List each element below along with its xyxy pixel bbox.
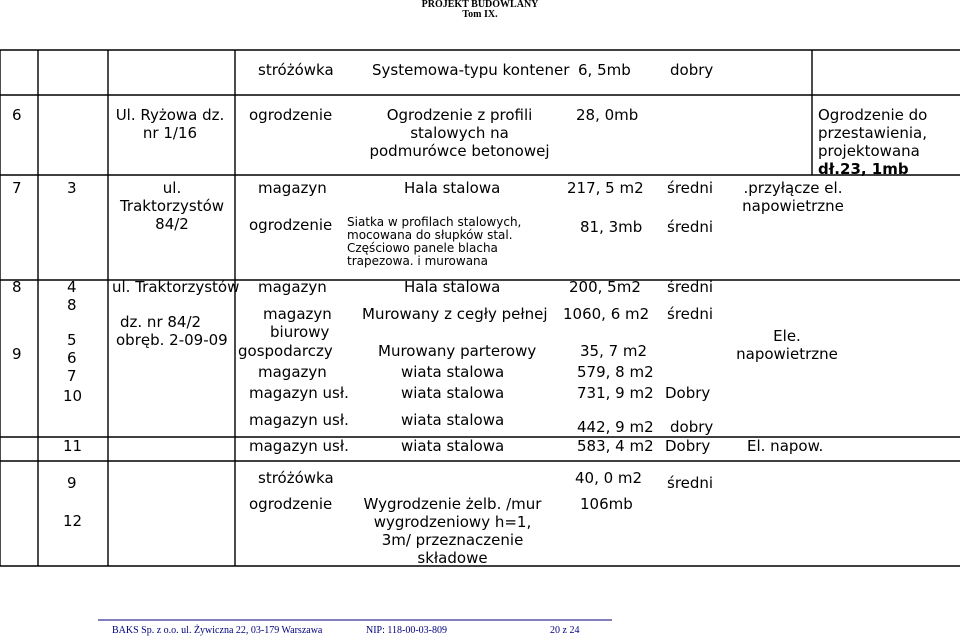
cell-lp: 9 [12, 345, 22, 363]
cell-stan: średni [667, 305, 714, 323]
cell-adres: ul. Traktorzystów 84/2 [119, 179, 225, 233]
cell-wymiar: 583, 4 m2 [577, 437, 654, 455]
cell-stan: Dobry [665, 384, 711, 402]
cell-opis: wiata stalowa [401, 437, 505, 455]
cell-wymiar: 81, 3mb [580, 218, 643, 236]
uwagi-text: Ogrodzenie do przestawienia, projektowana [818, 106, 928, 160]
header-project-title: PROJEKT BUDOWLANY [421, 0, 539, 10]
cell-stan: Dobry [665, 437, 711, 455]
cell-wymiar: 200, 5m2 [569, 278, 641, 296]
cell-wymiar: 217, 5 m2 [567, 179, 644, 197]
cell-opis: Murowany parterowy [378, 342, 537, 360]
cell-rodzaj: magazyn usł. [249, 384, 349, 402]
cell-wymiar: 1060, 6 m2 [563, 305, 650, 323]
cell-wymiar: 442, 9 m2 [577, 418, 654, 436]
cell-uwagi [818, 106, 958, 178]
cell-media: Ele. napowietrzne [736, 327, 838, 363]
cell-stan: dobry [670, 418, 714, 436]
cell-nr: 3 [67, 179, 77, 197]
cell-nr: 6 [67, 349, 77, 367]
uwagi-length: dł.23, 1mb [818, 160, 909, 178]
cell-media: El. napow. [747, 437, 824, 455]
cell-opis: Siatka w profilach stalowych, mocowana do słupków stal. Częściowo panele blacha trapezowa. i murowana [347, 215, 522, 268]
cell-lp: 6 [12, 106, 22, 124]
cell-wymiar: 731, 9 m2 [577, 384, 654, 402]
cell-adres: obręb. 2-09-09 [116, 331, 228, 349]
cell-lp: 11 [63, 437, 83, 455]
cell-rodzaj: ogrodzenie [249, 495, 333, 513]
cell-stan: średni [667, 218, 714, 236]
cell-rodzaj: magazyn [258, 278, 327, 296]
cell-rodzaj: magazyn usł. [249, 411, 349, 429]
footer-nip: NIP: 118-00-03-809 [366, 625, 448, 636]
cell-wymiar: 106mb [580, 495, 633, 513]
cell-rodzaj: magazyn usł. [249, 437, 349, 455]
cell-nr: 5 [67, 331, 77, 349]
cell-rodzaj: ogrodzenie [249, 216, 333, 234]
cell-opis: Hala stalowa [404, 179, 501, 197]
cell-opis: wiata stalowa [401, 384, 505, 402]
cell-rodzaj: magazyn [263, 305, 332, 323]
cell-rodzaj: magazyn [258, 179, 327, 197]
footer-page-number: 20 z 24 [550, 625, 580, 636]
cell-nr: 8 [67, 296, 77, 314]
cell-adres: Ul. Ryżowa dz. nr 1/16 [115, 106, 225, 142]
cell-opis: Hala stalowa [404, 278, 501, 296]
cell-wymiar: 40, 0 m2 [575, 469, 643, 487]
cell-opis: Systemowa-typu kontener [372, 61, 570, 79]
cell-rodzaj: stróżówka [258, 469, 334, 487]
cell-stan: średni [667, 474, 714, 492]
cell-adres: dz. nr 84/2 [120, 313, 202, 331]
cell-opis: Murowany z cegły pełnej [362, 305, 548, 323]
cell-nr: 12 [63, 512, 83, 530]
cell-wymiar: 35, 7 m2 [580, 342, 648, 360]
cell-opis: wiata stalowa [401, 411, 505, 429]
cell-media: .przyłącze el. napowietrzne [742, 179, 844, 215]
cell-opis: Ogrodzenie z profili stalowych na podmurówce betonowej [369, 106, 550, 160]
cell-stan: średni [667, 278, 714, 296]
cell-wymiar: 6, 5mb [578, 61, 631, 79]
cell-nr: 9 [67, 474, 77, 492]
cell-opis: wiata stalowa [401, 363, 505, 381]
cell-wymiar: 579, 8 m2 [577, 363, 654, 381]
header-volume: Tom IX. [462, 9, 498, 20]
cell-wymiar: 28, 0mb [576, 106, 639, 124]
cell-nr: 7 [67, 367, 77, 385]
cell-stan: dobry [670, 61, 714, 79]
cell-adres: ul. Traktorzystów [112, 278, 240, 296]
page-footer [0, 622, 960, 639]
cell-rodzaj: ogrodzenie [249, 106, 333, 124]
cell-stan: średni [667, 179, 714, 197]
cell-opis: Wygrodzenie żelb. /mur wygrodzeniowy h=1, 3m/ przeznaczenie składowe [363, 495, 542, 567]
cell-rodzaj: magazyn [258, 363, 327, 381]
cell-nr: 4 [67, 278, 77, 296]
cell-lp: 7 [12, 179, 22, 197]
cell-lp: 8 [12, 278, 22, 296]
footer-company: BAKS Sp. z o.o. ul. Żywiczna 22, 03-179 Warszawa [112, 625, 323, 636]
cell-nr: 10 [63, 387, 83, 405]
cell-rodzaj: biurowy [270, 323, 330, 341]
cell-rodzaj: stróżówka [258, 61, 334, 79]
cell-rodzaj: gospodarczy [238, 342, 333, 360]
